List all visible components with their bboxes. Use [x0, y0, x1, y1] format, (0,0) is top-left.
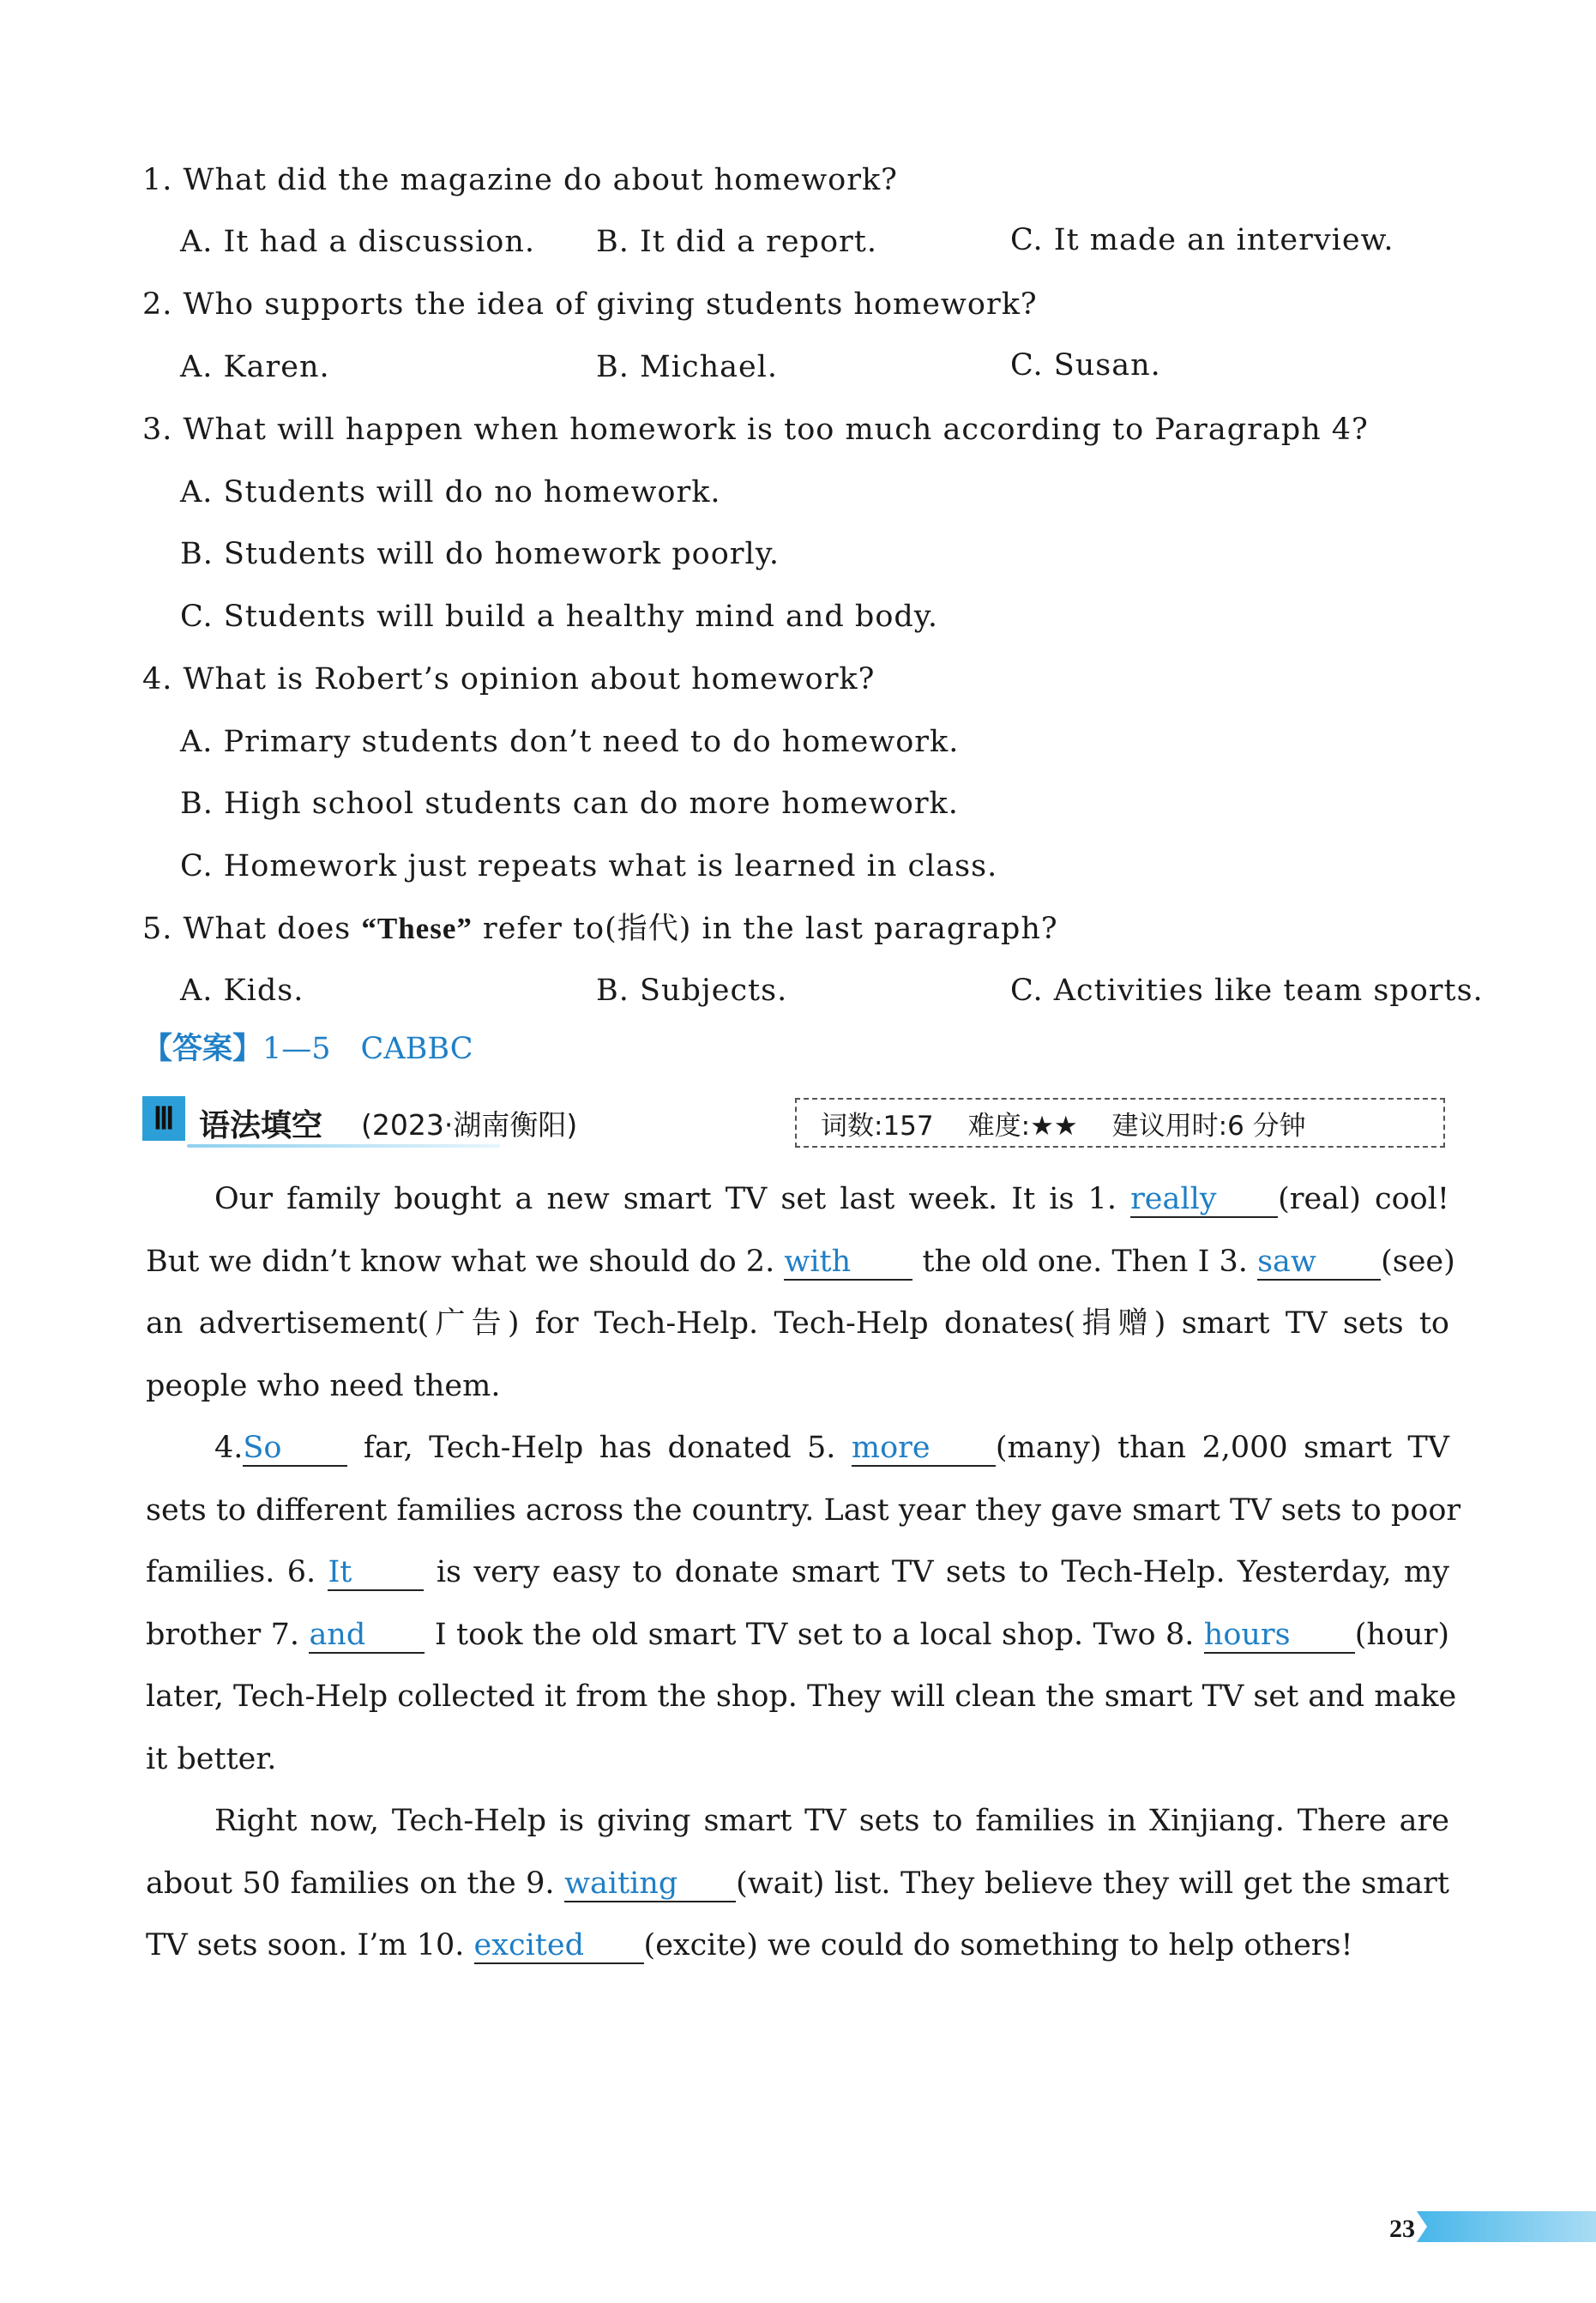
- q5-stem-pre: 5. What does: [142, 912, 362, 946]
- passage-line: Right now, Tech-Help is giving smart TV sets to families in Xinjiang. There are: [214, 1804, 1449, 1838]
- answer-key: [142, 1031, 473, 1066]
- passage-line: But we didn’t know what we should do 2. with the old one. Then I 3. saw (see): [146, 1245, 1455, 1279]
- blank-3: saw: [1257, 1247, 1381, 1281]
- q5-option-c: C. Activities like team sports.: [1010, 974, 1484, 1008]
- blank-10: excited: [474, 1931, 644, 1964]
- passage-line: it better.: [146, 1742, 277, 1776]
- section-numeral: Ⅲ: [142, 1096, 185, 1141]
- q2-option-b: B. Michael.: [596, 350, 779, 384]
- q4-option-b: B. High school students can do more homework.: [180, 787, 959, 821]
- word-count: 词数:157: [821, 1110, 934, 1142]
- passage-line: TV sets soon. I’m 10. excited (excite) we could do something to help others!: [146, 1928, 1353, 1962]
- question-2: 2. Who supports the idea of giving students homework?: [142, 287, 1038, 322]
- difficulty: 难度:★★: [967, 1110, 1078, 1142]
- section-source: (2023·湖南衡阳): [361, 1108, 578, 1142]
- passage-line: brother 7. and I took the old smart TV set to a local shop. Two 8. hours (hour): [146, 1618, 1449, 1652]
- passage-line: about 50 families on the 9. waiting (wait) list. They believe they will get the smart: [146, 1866, 1449, 1901]
- blank-1: really: [1130, 1185, 1278, 1218]
- q1-option-b: B. It did a report.: [596, 225, 877, 259]
- question-5: [142, 913, 1058, 944]
- q3-option-c: C. Students will build a healthy mind and body.: [180, 600, 939, 634]
- q3-option-b: B. Students will do homework poorly.: [180, 537, 780, 571]
- answer-tag: 【答案】: [142, 1031, 263, 1066]
- passage-line: later, Tech-Help collected it from the shop. They will clean the smart TV set and make: [146, 1679, 1457, 1714]
- passage-line: sets to different families across the country. Last year they gave smart TV sets to poor: [146, 1493, 1461, 1528]
- q5-option-b: B. Subjects.: [596, 974, 788, 1008]
- passage-line: an advertisement(广告) for Tech-Help. Tech-Help donates(捐赠) smart TV sets to: [146, 1306, 1449, 1341]
- suggested-time: 建议用时:6 分钟: [1111, 1110, 1306, 1142]
- question-3: 3. What will happen when homework is too much according to Paragraph 4?: [142, 413, 1369, 447]
- blank-8: hours: [1204, 1620, 1355, 1654]
- q5-stem-bold: “These”: [361, 912, 473, 945]
- blank-2: with: [784, 1247, 912, 1281]
- blank-4: So: [243, 1433, 347, 1467]
- answer-text: 1—5 CABBC: [262, 1032, 473, 1066]
- passage-line: people who need them.: [146, 1369, 501, 1403]
- q4-option-a: A. Primary students don’t need to do homework.: [180, 725, 960, 759]
- title-underline: [187, 1144, 500, 1148]
- blank-6: It: [328, 1558, 424, 1591]
- passage-line: families. 6. It is very easy to donate smart TV sets to Tech-Help. Yesterday, my: [146, 1555, 1449, 1589]
- blank-7: and: [309, 1620, 425, 1654]
- passage-line: Our family bought a new smart TV set last week. It is 1. really (real) cool!: [214, 1182, 1449, 1216]
- q3-option-a: A. Students will do no homework.: [180, 475, 721, 509]
- q2-option-a: A. Karen.: [180, 350, 330, 384]
- section-title: 语法填空: [199, 1108, 323, 1143]
- page-number: 23: [1389, 2215, 1415, 2243]
- page-number-bar: [1417, 2211, 1596, 2242]
- blank-5: more: [852, 1433, 996, 1467]
- question-1: 1. What did the magazine do about homework?: [142, 163, 898, 197]
- blank-9: waiting: [564, 1869, 736, 1902]
- passage-line: 4.So far, Tech-Help has donated 5. more (many) than 2,000 smart TV: [214, 1431, 1449, 1465]
- q4-option-c: C. Homework just repeats what is learned in class.: [180, 849, 998, 883]
- exercise-info-box: [795, 1098, 1445, 1148]
- q5-stem-post: refer to(指代) in the last paragraph?: [472, 912, 1058, 946]
- q1-option-a: A. It had a discussion.: [180, 225, 536, 259]
- q2-option-c: C. Susan.: [1010, 348, 1161, 383]
- q5-option-a: A. Kids.: [180, 974, 304, 1008]
- q1-option-c: C. It made an interview.: [1010, 223, 1394, 257]
- question-4: 4. What is Robert’s opinion about homework?: [142, 662, 876, 696]
